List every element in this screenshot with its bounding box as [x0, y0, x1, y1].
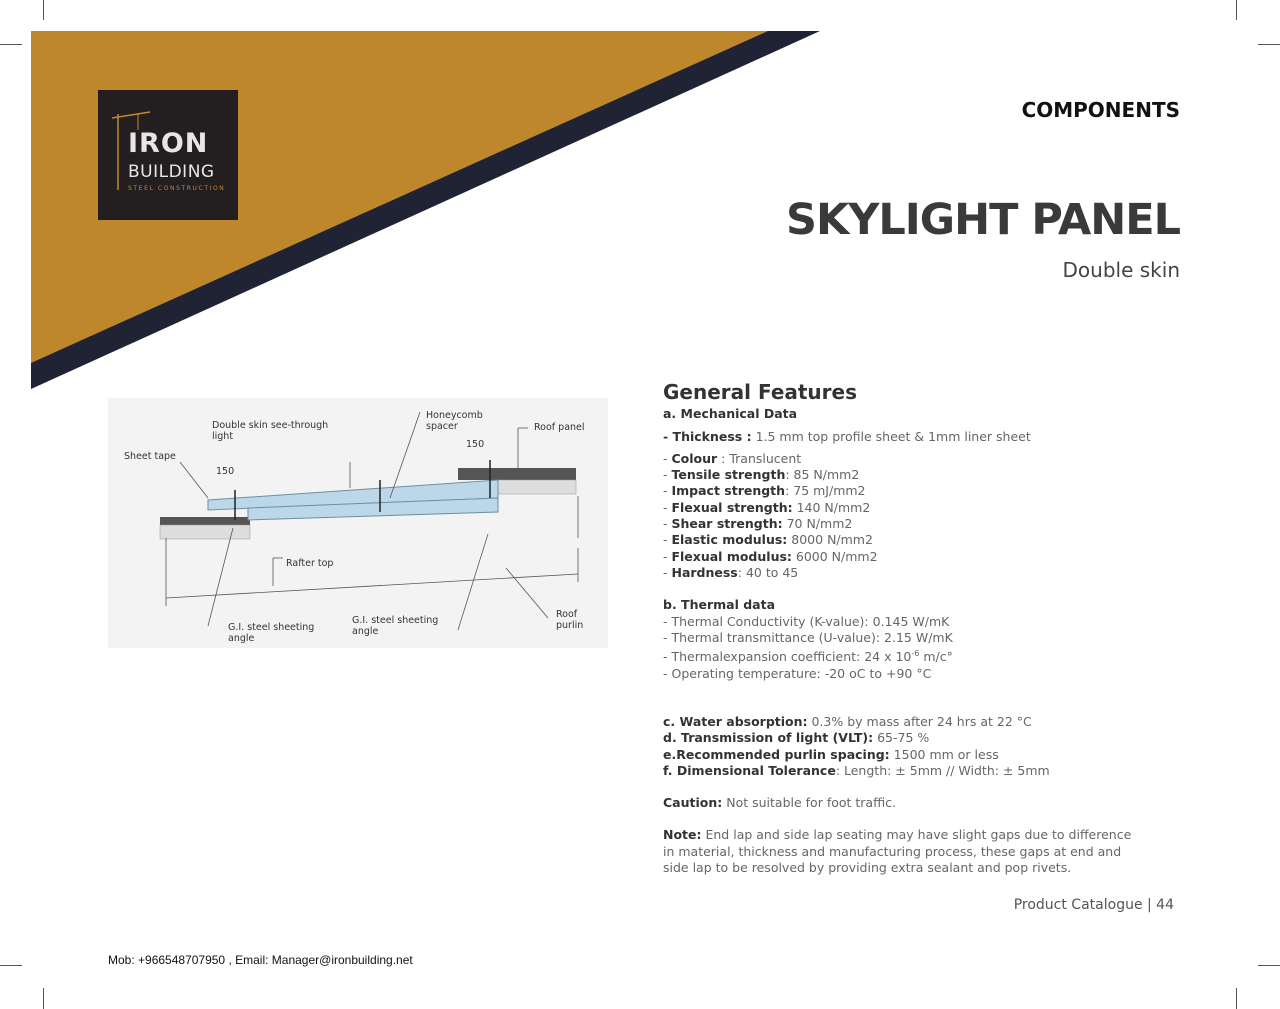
company-logo	[98, 90, 238, 220]
general-features	[663, 380, 1163, 876]
purlin-row: e.Recommended purlin spacing: 1500 mm or less	[663, 746, 999, 762]
label-dim-left: 150	[216, 466, 235, 477]
page-title: SKYLIGHT PANEL	[785, 195, 1180, 245]
label-dim-right: 150	[466, 439, 485, 450]
caution-row: Caution: Not suitable for foot traffic.	[663, 795, 897, 811]
page-subtitle: Double skin	[1062, 258, 1180, 282]
section-label: COMPONENTS	[1021, 98, 1180, 122]
water-row: c. Water absorption: 0.3% by mass after 24 hrs at 22 °C	[663, 713, 1032, 729]
note-row: Note: End lap and side lap seating may have slight gaps due to difference in material, thickness and manufacturing process, these gaps at end and side lap to be resolved by providing extra sealant and pop rivets.	[663, 827, 1132, 875]
crop-mark	[1258, 44, 1280, 45]
crop-mark	[43, 988, 44, 1009]
label-roof-purlin: Roof purlin	[556, 609, 584, 631]
features-heading: General Features	[663, 380, 858, 404]
label-rafter: Rafter top	[286, 558, 334, 569]
thermal-row: - Thermalexpansion coefficient: 24 x $10^{-6}$ m/c°	[663, 649, 953, 665]
mechanical-heading: a. Mechanical Data	[663, 406, 798, 422]
crop-mark	[1258, 965, 1280, 966]
tolerance-row: f. Dimensional Tolerance: Length: ± 5mm // Width: ± 5mm	[663, 762, 1050, 778]
mechanical-prop-row: - Colour : Translucent	[663, 450, 802, 466]
mechanical-prop-row: - Flexual strength: 140 N/mm2	[663, 499, 871, 515]
label-angle-mid: G.I. steel sheeting angle	[352, 615, 439, 637]
logo-text-iron: IRON	[128, 128, 209, 159]
thermal-row: - Operating temperature: -20 oC to +90 °C	[663, 665, 932, 681]
contact-info: Mob: +966548707950 , Email: Manager@ironbuilding.net	[108, 953, 413, 967]
thermal-row: - Thermal Conductivity (K-value): 0.145 W/mK	[663, 613, 950, 629]
page-number: Product Catalogue | 44	[1013, 897, 1174, 913]
logo-text-building: BUILDING	[128, 162, 215, 182]
crop-mark	[1236, 0, 1237, 20]
label-angle-left: G.I. steel sheeting angle	[228, 622, 315, 644]
mechanical-prop-row: - Shear strength: 70 N/mm2	[663, 516, 853, 532]
crop-mark	[1236, 988, 1237, 1009]
thickness-row: - Thickness : 1.5 mm top profile sheet & 1mm liner sheet	[663, 428, 1031, 444]
mechanical-prop-row: - Elastic modulus: 8000 N/mm2	[663, 532, 873, 548]
mechanical-prop-row: - Tensile strength: 85 N/mm2	[663, 467, 860, 483]
transmission-row: d. Transmission of light (VLT): 65-75 %	[663, 730, 930, 746]
label-sheet-tape: Sheet tape	[124, 451, 176, 462]
logo-text-sub: STEEL CONSTRUCTION	[128, 185, 226, 192]
mechanical-prop-row: - Flexual modulus: 6000 N/mm2	[663, 548, 878, 564]
label-honeycomb: Honeycomb spacer	[426, 410, 483, 432]
thermal-row: - Thermal transmittance (U-value): 2.15 W/mK	[663, 629, 953, 645]
diagram-drawing	[108, 398, 608, 648]
skylight-diagram	[108, 398, 608, 648]
mechanical-prop-row: - Impact strength: 75 mJ/mm2	[663, 483, 866, 499]
crop-mark	[0, 965, 22, 966]
label-roof-panel: Roof panel	[534, 422, 585, 433]
mechanical-props	[663, 451, 1163, 581]
mechanical-prop-row: - Hardness: 40 to 45	[663, 564, 799, 580]
thermal-heading: b. Thermal data	[663, 597, 776, 613]
label-double-skin: Double skin see-through light	[212, 420, 329, 442]
